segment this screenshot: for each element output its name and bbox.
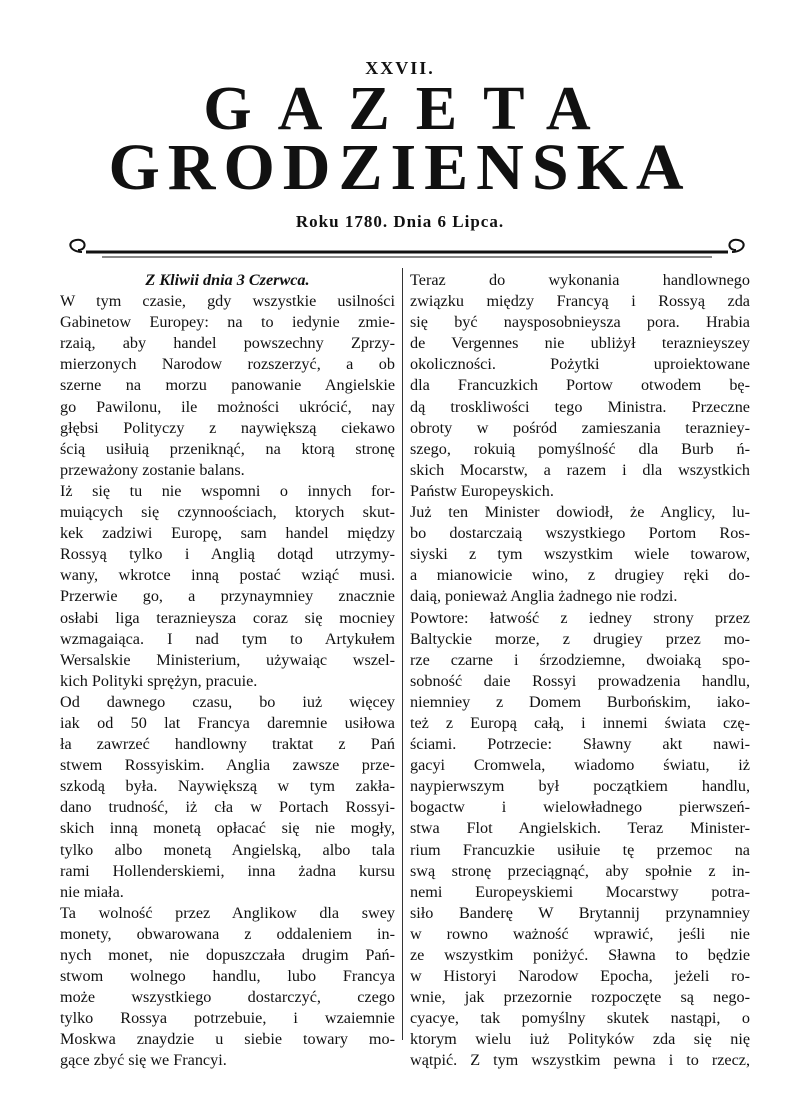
text-line: dano trudność, iż cła w Portach Rossyi- bbox=[60, 798, 395, 817]
text-line: Moskwa znaydzie u siebie towary mo- bbox=[60, 1030, 395, 1049]
text-line: Już ten Minister dowiodł, że Anglicy, lu- bbox=[410, 503, 750, 522]
text-line: głębsi Polityczy z naywiększą ciekawo bbox=[60, 418, 395, 437]
text-line: tylko Rossya potrzebuie, i wzaiemnie bbox=[60, 1009, 395, 1028]
text-line: W tym czasie, gdy wszystkie usilności bbox=[60, 292, 395, 311]
text-line: rze czarne i śrzodziemne, dwoiaką spo- bbox=[410, 650, 750, 669]
text-line: niemniey z Domem Burbońskim, iako- bbox=[410, 692, 750, 711]
text-line: w Historyi Narodow Epocha, jeżeli ro- bbox=[410, 967, 750, 986]
text-line: przeważony zostanie balans. bbox=[60, 460, 245, 479]
text-line: Rossyą tylko i Anglią dotąd utrzymy- bbox=[60, 545, 395, 564]
text-line: iak od 50 lat Francya daremnie usiłowa bbox=[60, 713, 395, 732]
text-line: osłabi liga teraznieysza coraz się mocniey bbox=[60, 608, 395, 627]
article-heading: Z Kliwii dnia 3 Czerwca. bbox=[145, 271, 310, 289]
text-line: związku między Francyą i Rossyą zda bbox=[410, 292, 750, 311]
text-line: skich inną monetą opłacać się nie mogły, bbox=[60, 819, 395, 838]
text-line: też z Europą całą, i innemi świata czę- bbox=[410, 713, 750, 732]
text-line: rium Francuzkie usiłuie tę przemoc na bbox=[410, 840, 750, 859]
masthead-title-line1: GAZETA bbox=[203, 75, 617, 143]
dateline: Roku 1780. Dnia 6 Lipca. bbox=[295, 212, 505, 231]
text-line: rzaią, aby handel powszechny Zprzy- bbox=[60, 334, 395, 353]
text-line: w rowno ważność wprawić, jeśli nie bbox=[410, 924, 750, 943]
text-line: skich Mocarstw, a razem i dla wszystkich bbox=[410, 460, 750, 479]
text-line: szkodą była. Naywiększą w tym zakła- bbox=[60, 777, 395, 796]
text-line: dla Francuzkich Portow otwodem bę- bbox=[410, 376, 750, 395]
text-line: Od dawnego czasu, bo iuż więcey bbox=[60, 692, 395, 711]
left-column bbox=[60, 270, 395, 1072]
text-line: kek zadziwi Europę, sam handel między bbox=[60, 524, 395, 543]
text-line: Ta wolność przez Anglikow dla swey bbox=[60, 903, 395, 922]
text-line: szerne na morzu panowanie Angielskie bbox=[60, 376, 395, 395]
text-line: siło Banderę W Brytannij przynamniey bbox=[410, 903, 750, 922]
text-line: się być naysposobnieysza pora. Hrabia bbox=[410, 313, 750, 332]
text-line: wzmagaiąca. I nad tym to Artykułem bbox=[60, 629, 395, 648]
text-line: wątpić. Z tym wszystkim pewna i to rzecz, bbox=[410, 1051, 750, 1070]
text-line: bogactw i wielowładnego pierwszeń- bbox=[410, 798, 750, 817]
text-line: Państw Europeyskich. bbox=[410, 481, 554, 500]
text-line: Powtore: łatwość z iedney strony przez bbox=[410, 608, 750, 627]
text-line: a mianowicie wino, z drugiey ręki do- bbox=[410, 566, 750, 585]
text-line: obroty w pośród zamieszania terazniey- bbox=[410, 418, 750, 437]
text-line: dą troskliwości tego Ministra. Przeczne bbox=[410, 397, 750, 416]
text-line: ktorym wielu iuż Polityków zda się nię bbox=[410, 1030, 750, 1049]
text-line: Baltyckie morze, z drugiey przez mo- bbox=[410, 629, 750, 648]
text-line: wnie, jak przezornie rozpoczęte są nego- bbox=[410, 988, 750, 1007]
text-line: ścią usiłuią przeniknąć, na ktorą stronę bbox=[60, 439, 395, 458]
text-line: swą stronę przeciągnąć, aby społnie z in- bbox=[410, 861, 750, 880]
text-line: wany, wkrotce inną postać wziąć musi. bbox=[60, 566, 395, 585]
text-line: Iż się tu nie wspomni o innych for- bbox=[60, 481, 395, 500]
text-line: kich Polityki sprężyn, pracuie. bbox=[60, 671, 258, 690]
text-line: Gabinetow Europey: na to iedynie zmie- bbox=[60, 313, 395, 332]
text-line: mierzonych Narodow rozszerzyć, a ob bbox=[60, 355, 395, 374]
text-line: Wersalskie Ministerium, używaiąc wszel- bbox=[60, 650, 395, 669]
text-line: stwem Rossyiskim. Anglia zawsze prze- bbox=[60, 756, 395, 775]
text-line: nych monet, nie dopuszczała drugim Pań- bbox=[60, 946, 395, 964]
text-line: rami Hollenderskiemi, inna żadna kursu bbox=[60, 861, 395, 880]
text-line: nemi Europeyskiemi Mocarstwy potra- bbox=[410, 882, 750, 901]
text-line: nie miała. bbox=[60, 882, 124, 901]
text-line: ze wszystkim poniżyć. Sławna to będzie bbox=[410, 946, 750, 964]
text-line: cyacye, tak pomyślny skutek nastąpi, o bbox=[410, 1009, 750, 1028]
text-line: ściami. Potrzecie: Sławny akt nawi- bbox=[410, 735, 750, 754]
masthead-title-line2: GRODZIENSKA bbox=[108, 131, 692, 204]
text-line: stwom wolnego handlu, lubo Francya bbox=[60, 967, 395, 986]
text-line: bo dostarczaią wszystkiego Portom Ros- bbox=[410, 524, 750, 543]
text-line: siyski z tym wszystkim wiele towarow, bbox=[410, 545, 750, 564]
text-line: go Pawilonu, ile możności ukrócić, nay bbox=[60, 397, 395, 416]
text-line: ła zawrzeć handlowny traktat z Pań bbox=[60, 735, 395, 754]
text-line: sobność daie Rossyi prowadzenia handlu, bbox=[410, 671, 750, 690]
text-line: okoliczności. Pożytki uproiektowane bbox=[410, 355, 750, 374]
column-divider bbox=[402, 268, 403, 1040]
text-line: tylko albo monetą Angielską, albo tala bbox=[60, 840, 395, 859]
text-line: może wszystkiego dostarczyć, czego bbox=[60, 988, 395, 1007]
text-line: szego, rokuią pomyślność dla Burb ń- bbox=[410, 439, 750, 458]
text-line: Przerwie go, a przynaymniey znacznie bbox=[60, 587, 395, 606]
text-line: muiących się czynnoościach, ktorych skut- bbox=[60, 503, 395, 522]
text-line: Teraz do wykonania handlownego bbox=[410, 271, 750, 289]
right-column bbox=[410, 270, 750, 1072]
text-line: monety, obwarowana z oddaleniem in- bbox=[60, 924, 395, 943]
text-line: daią, ponieważ Anglia żadnego nie rodzi. bbox=[410, 587, 678, 606]
issue-number: XXVII. bbox=[365, 58, 435, 78]
text-line: gące zbyć się we Francyi. bbox=[60, 1051, 227, 1070]
ornamental-rule bbox=[62, 232, 752, 266]
text-line: stwa Flot Angielskich. Teraz Minister- bbox=[410, 819, 750, 838]
text-line: gacyi Cromwela, wiadomo światu, iż bbox=[410, 756, 750, 775]
text-line: naypierwszym był początkiem handlu, bbox=[410, 777, 750, 796]
text-line: de Vergennes nie ubliżył teraznieyszey bbox=[410, 334, 750, 353]
